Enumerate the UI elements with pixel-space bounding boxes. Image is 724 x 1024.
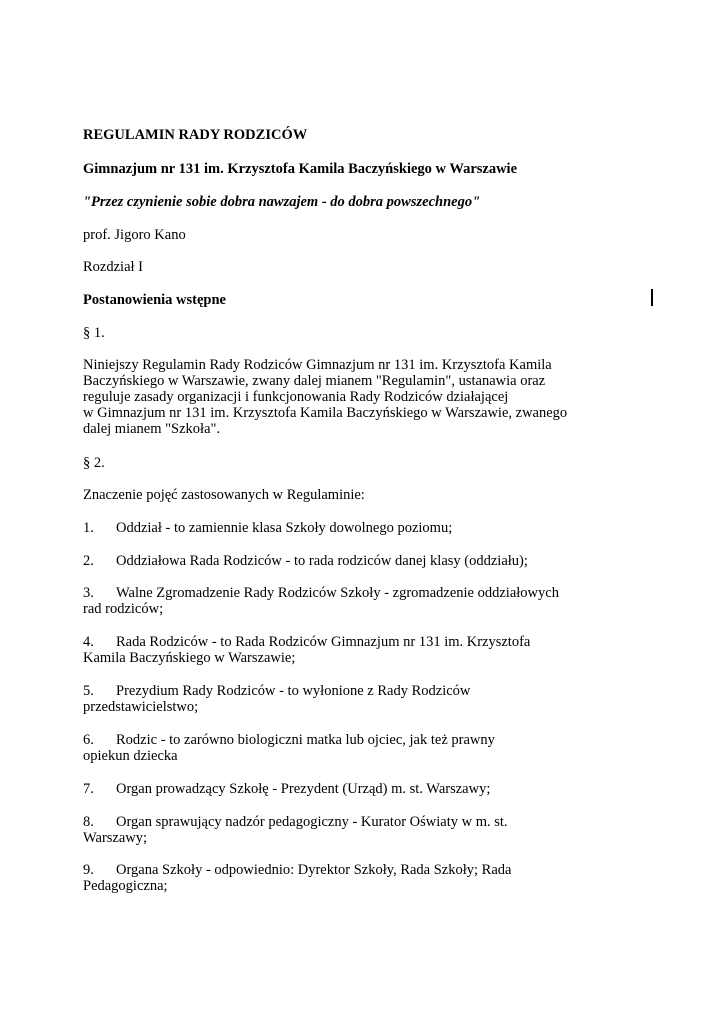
list-item-number: 7.	[83, 781, 94, 797]
list-item-number: 6.	[83, 732, 94, 748]
section-1-line: w Gimnazjum nr 131 im. Krzysztofa Kamila Baczyńskiego w Warszawie, zwanego	[83, 405, 568, 421]
list-item-text: Organ prowadzący Szkołę - Prezydent (Urząd) m. st. Warszawy;	[116, 781, 491, 797]
document-title: REGULAMIN RADY RODZICÓW	[83, 127, 308, 143]
list-item-text: Organ sprawujący nadzór pedagogiczny - Kurator Oświaty w m. st.	[116, 814, 508, 830]
list-item-number: 9.	[83, 862, 94, 878]
section-2-mark: § 2.	[83, 455, 105, 471]
list-item-text: Rada Rodziców - to Rada Rodziców Gimnazjum nr 131 im. Krzysztofa	[116, 634, 531, 650]
list-item-number: 3.	[83, 585, 94, 601]
list-item-continuation: opiekun dziecka	[83, 748, 178, 764]
list-item-text: Oddział - to zamiennie klasa Szkoły dowolnego poziomu;	[116, 520, 453, 536]
section-1-line: Baczyńskiego w Warszawie, zwany dalej mianem "Regulamin", ustanawia oraz	[83, 373, 546, 389]
list-item-number: 8.	[83, 814, 94, 830]
list-item-text: Oddziałowa Rada Rodziców - to rada rodziców danej klasy (oddziału);	[116, 553, 528, 569]
list-item-continuation: Kamila Baczyńskiego w Warszawie;	[83, 650, 296, 666]
chapter-title: Postanowienia wstępne	[83, 292, 226, 308]
list-item-continuation: rad rodziców;	[83, 601, 164, 617]
definitions-intro: Znaczenie pojęć zastosowanych w Regulaminie:	[83, 487, 365, 503]
motto-author: prof. Jigoro Kano	[83, 227, 186, 243]
section-1-line: Niniejszy Regulamin Rady Rodziców Gimnazjum nr 131 im. Krzysztofa Kamila	[83, 357, 552, 373]
list-item-continuation: Warszawy;	[83, 830, 148, 846]
section-1-line: dalej mianem "Szkoła".	[83, 421, 221, 437]
list-item-number: 5.	[83, 683, 94, 699]
list-item-text: Prezydium Rady Rodziców - to wyłonione z Rady Rodziców	[116, 683, 471, 699]
text-cursor	[651, 289, 653, 306]
list-item-number: 2.	[83, 553, 94, 569]
list-item-continuation: przedstawicielstwo;	[83, 699, 199, 715]
chapter-heading: Rozdział I	[83, 259, 143, 275]
list-item-number: 4.	[83, 634, 94, 650]
list-item-text: Rodzic - to zarówno biologiczni matka lub ojciec, jak też prawny	[116, 732, 495, 748]
list-item-continuation: Pedagogiczna;	[83, 878, 168, 894]
school-name: Gimnazjum nr 131 im. Krzysztofa Kamila Baczyńskiego w Warszawie	[83, 161, 518, 177]
list-item-text: Organa Szkoły - odpowiednio: Dyrektor Szkoły, Rada Szkoły; Rada	[116, 862, 512, 878]
section-1-line: reguluje zasady organizacji i funkcjonowania Rady Rodziców działającej	[83, 389, 509, 405]
list-item-number: 1.	[83, 520, 94, 536]
motto: "Przez czynienie sobie dobra nawzajem - do dobra powszechnego"	[83, 194, 481, 210]
list-item-text: Walne Zgromadzenie Rady Rodziców Szkoły - zgromadzenie oddziałowych	[116, 585, 559, 601]
section-1-mark: § 1.	[83, 325, 105, 341]
